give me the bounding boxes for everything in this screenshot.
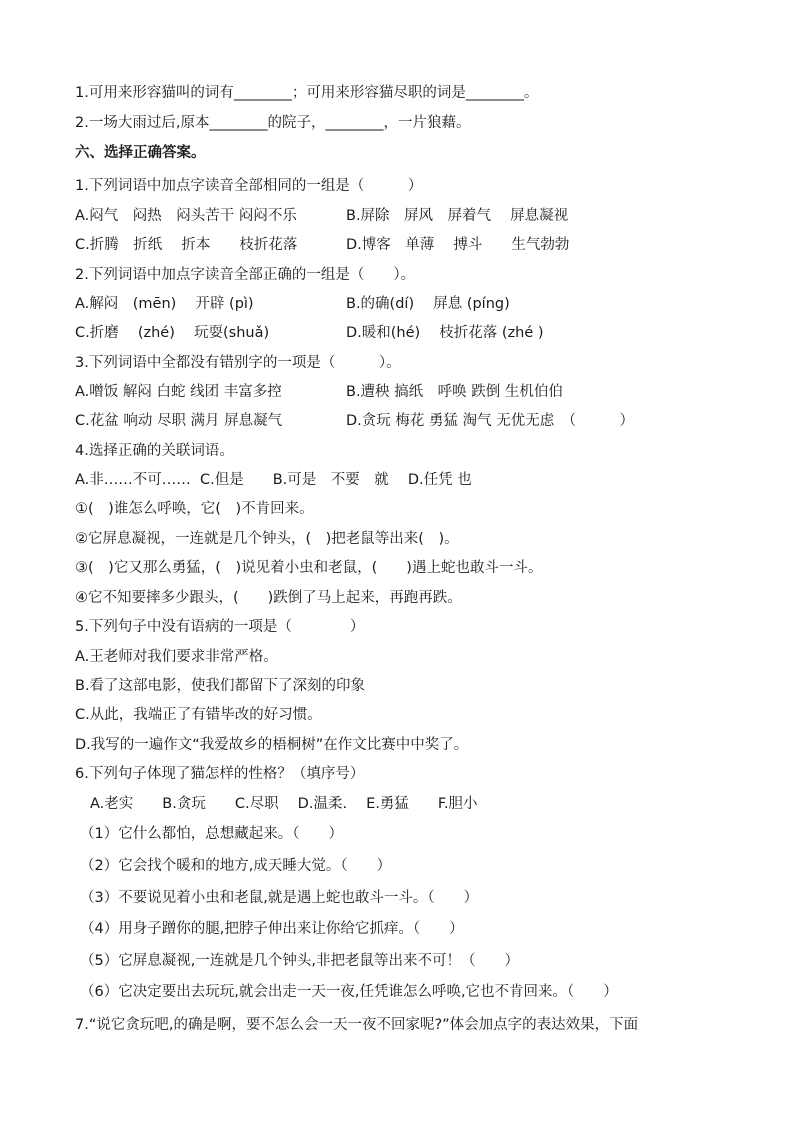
question-1: 1.下列词语中加点字读音全部相同的一组是（ ） xyxy=(75,178,423,194)
q1-option-a: A.闷气 闷热 闷头苦干 闷闷不乐 xyxy=(75,208,297,224)
q2-option-d: D.暖和(hé) 枝折花落 (zhé ) xyxy=(346,325,544,341)
question-7: 7.“说它贪玩吧,的确是啊，要不怎么会一天一夜不回家呢?”体会加点字的表达效果，下面 xyxy=(75,1017,639,1033)
q2-option-a: A.解闷 (mēn) 开辟 (pì) xyxy=(75,296,254,312)
section-heading: 六、选择正确答案。 xyxy=(75,145,206,161)
question-3: 3.下列词语中全都没有错别字的一项是（ ）。 xyxy=(75,355,401,371)
q6-sentence-4: （4）用身子蹭你的腿,把脖子伸出来让你给它抓痒。（ ） xyxy=(80,921,464,937)
q3-option-d: D.贪玩 梅花 勇猛 淘气 无优无虑 （ ） xyxy=(346,413,634,429)
q5-option-d: D.我写的一遍作文“我爱故乡的梧桐树”在作文比赛中中奖了。 xyxy=(75,737,469,753)
q1-option-c: C.折腾 折纸 折本 枝折花落 xyxy=(75,237,298,253)
q6-sentence-3: （3）不要说见着小虫和老鼠,就是遇上蛇也敢斗一斗。（ ） xyxy=(80,890,479,906)
q2-option-c: C.折磨 (zhé) 玩耍(shuǎ) xyxy=(75,325,270,341)
q6-sentence-5: （5）它屏息凝视,一连就是几个钟头,非把老鼠等出来不可！（ ） xyxy=(80,953,519,969)
question-5: 5.下列句子中没有语病的一项是（ ） xyxy=(75,619,365,635)
fill-in-line-2: 2.一场大雨过后,原本________的院子，________，一片狼藉。 xyxy=(75,115,471,131)
q1-option-d: D.博客 单薄 搏斗 生气勃勃 xyxy=(346,237,570,253)
q4-sentence-4: ④它不知要摔多少跟头，( )跌倒了马上起来，再跑再跌。 xyxy=(75,590,462,606)
q6-sentence-2: （2）它会找个暖和的地方,成天睡大觉。（ ） xyxy=(80,858,392,874)
q6-sentence-6: （6）它决定要出去玩玩,就会出走一天一夜,任凭谁怎么呼唤,它也不肯回来。（ ） xyxy=(80,984,618,1000)
question-4: 4.选择正确的关联词语。 xyxy=(75,443,234,459)
q5-option-c: C.从此，我端正了有错毕改的好习惯。 xyxy=(75,707,322,723)
q3-option-a: A.噌饭 解闷 白蛇 线团 丰富多控 xyxy=(75,384,282,400)
fill-in-line-1: 1.可用来形容猫叫的词有________；可用来形容猫尽职的词是________。 xyxy=(75,85,539,101)
q4-sentence-3: ③( )它又那么勇猛，( )说见着小虫和老鼠，( )遇上蛇也敢斗一斗。 xyxy=(75,560,543,576)
q4-sentence-1: ①( )谁怎么呼唤，它( )不肯回来。 xyxy=(75,501,314,517)
q3-option-c: C.花盆 响动 尽职 满月 屏息凝气 xyxy=(75,413,283,429)
q4-options: A.非……不可…… C.但是 B.可是 不要 就 D.任凭 也 xyxy=(75,472,472,488)
q6-options: A.老实 B.贪玩 C.尽职 D.温柔. E.勇猛 F.胆小 xyxy=(90,796,478,812)
q6-sentence-1: （1）它什么都怕，总想藏起来。（ ） xyxy=(80,826,343,842)
q2-option-b: B.的确(dí) 屏息 (píng) xyxy=(346,296,510,312)
q5-option-b: B.看了这部电影，使我们都留下了深刻的印象 xyxy=(75,678,366,694)
q5-option-a: A.王老师对我们要求非常严格。 xyxy=(75,649,278,665)
question-6: 6.下列句子体现了猫怎样的性格？（填序号） xyxy=(75,766,365,782)
q4-sentence-2: ②它屏息凝视，一连就是几个钟头，( )把老鼠等出来( )。 xyxy=(75,531,459,547)
question-2: 2.下列词语中加点字读音全部正确的一组是（ ）。 xyxy=(75,267,416,283)
q1-option-b: B.屏除 屏风 屏着气 屏息凝视 xyxy=(346,208,569,224)
q3-option-b: B.遭秧 搞纸 呼唤 跌倒 生机伯伯 xyxy=(346,384,563,400)
